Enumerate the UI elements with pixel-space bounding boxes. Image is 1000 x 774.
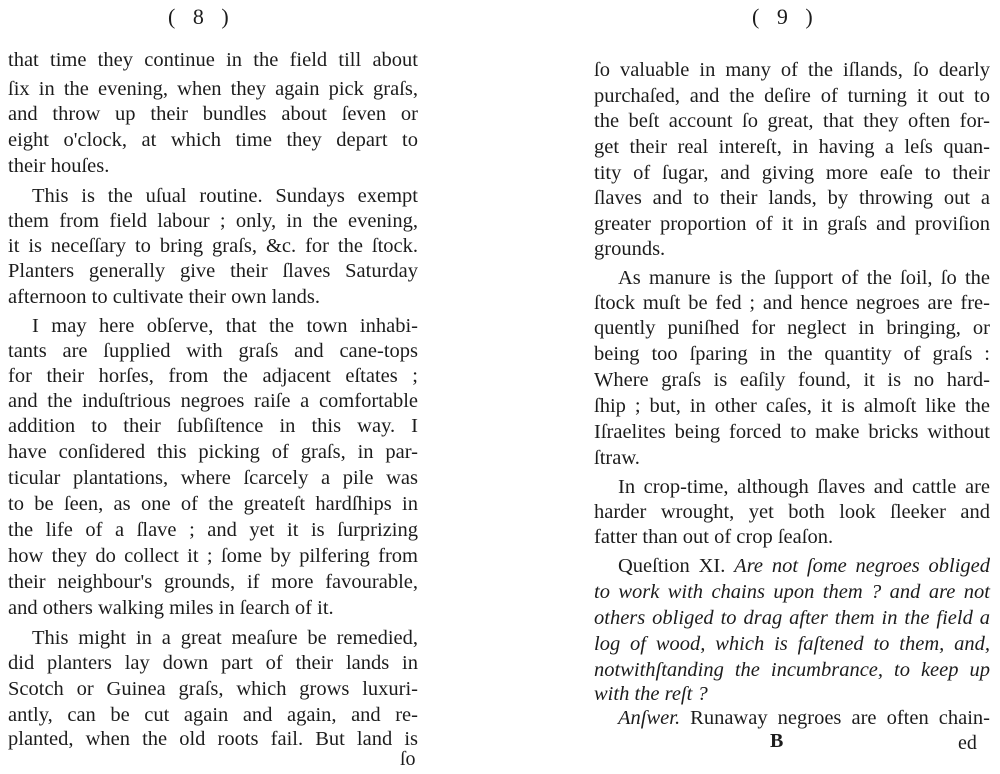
question-line: to work with chains upon them ? and are not [594,581,990,603]
question-line: notwithſtanding the incumbrance, to keep up [594,659,990,681]
text-line: ſhip ; but, in other caſes, it is almoſt like the [594,395,990,417]
text-line: greater proportion of it in graſs and proviſion [594,213,990,235]
text-line: eight o'clock, at which time they depart to [8,129,418,151]
question-line: others obliged to drag after them in the field a [594,607,990,629]
text-line: and throw up their bundles about ſeven or [8,103,418,125]
text-line: being too ſparing in the quantity of graſs : [594,343,990,365]
text-line: quently puniſhed for neglect in bringing, or [594,317,990,339]
answer-label: Anſwer. [618,707,681,729]
page-number-left: ( 8 ) [168,4,235,29]
text-line: and others walking miles in ſearch of it. [8,597,334,619]
text-line: purchaſed, and the deſire of turning it out to [594,85,990,107]
text-line: ſo valuable in many of the iſlands, ſo dearly [594,59,990,81]
answer-text: Runaway negroes are often chain- [690,707,990,729]
text-line: Planters generally give their ſlaves Saturday [8,260,418,282]
page-number-right: ( 9 ) [752,4,819,29]
text-line: ticular plantations, where ſcarcely a pile was [8,467,418,489]
text-line: ſtraw. [594,447,640,469]
gutter [440,0,580,774]
text-line: Scotch or Guinea graſs, which grows luxuri- [8,678,418,700]
right-page [580,0,1000,774]
text-line: In crop-time, although ſlaves and cattle are [618,476,990,498]
signature-mark: B [770,730,784,752]
text-line: planted, when the old roots fail. But land is [8,728,418,750]
text-line: harder wrought, yet both look ſleeker and [594,501,990,523]
text-line: This is the uſual routine. Sundays exempt [32,185,418,207]
left-page [0,0,440,774]
text-line: the beſt account ſo great, that they often for- [594,110,990,132]
question-line: with the reſt ? [594,683,708,705]
catchword-left: ſo [400,748,416,770]
text-line: that time they continue in the field till about [8,49,418,71]
text-line: how they do collect it ; ſome by pilfering from [8,545,418,567]
text-line: Where graſs is eaſily found, it is no hard- [594,369,990,391]
text-line: did planters lay down part of their lands in [8,652,418,674]
text-line: the life of a ſlave ; and yet it is ſurprizing [8,519,418,541]
text-line: I may here obſerve, that the town inhabi- [32,315,418,337]
text-line: ſlaves and to their lands, by throwing out a [594,187,990,209]
text-line: grounds. [594,238,666,260]
text-line: their houſes. [8,155,110,177]
text-line: for their horſes, from the adjacent eſtates ; [8,365,418,387]
text-line: get their real intereſt, in having a leſs quan- [594,136,990,158]
text-line: and the induſtrious negroes raiſe a comfortable [8,390,418,412]
text-line: to be ſeen, as one of the greateſt hardſhips in [8,493,418,515]
text-line: ſtock muſt be fed ; and hence negroes are fre- [594,292,990,314]
catchword-right: ed [958,732,977,754]
text-line: it is neceſſary to bring graſs, &c. for the ſtock. [8,235,418,257]
question-line: log of wood, which is faſtened to them, and, [594,633,990,655]
text-line: afternoon to cultivate their own lands. [8,286,320,308]
text-line: Iſraelites being forced to make bricks without [594,421,990,443]
question-text: Are not ſome negroes obliged [734,555,991,577]
text-line: them from field labour ; only, in the evening, [8,210,418,232]
text-line: tants are ſupplied with graſs and cane-tops [8,340,418,362]
question-label: Queſtion XI. [618,555,726,577]
text-line: As manure is the ſupport of the ſoil, ſo the [618,267,990,289]
text-line: addition to their ſubſiſtence in this way. I [8,415,418,437]
question-heading-line [594,554,990,578]
text-line: fatter than out of crop ſeaſon. [594,526,834,548]
text-line: have conſidered this picking of graſs, in par- [8,441,418,463]
text-line: This might in a great meaſure be remedied, [32,627,418,649]
answer-line [594,706,990,730]
text-line: antly, can be cut again and again, and re- [8,704,418,726]
text-line: ſix in the evening, when they again pick graſs, [8,78,418,100]
text-line: their neighbour's grounds, if more favourable, [8,571,418,593]
text-line: tity of ſugar, and giving more eaſe to their [594,162,990,184]
